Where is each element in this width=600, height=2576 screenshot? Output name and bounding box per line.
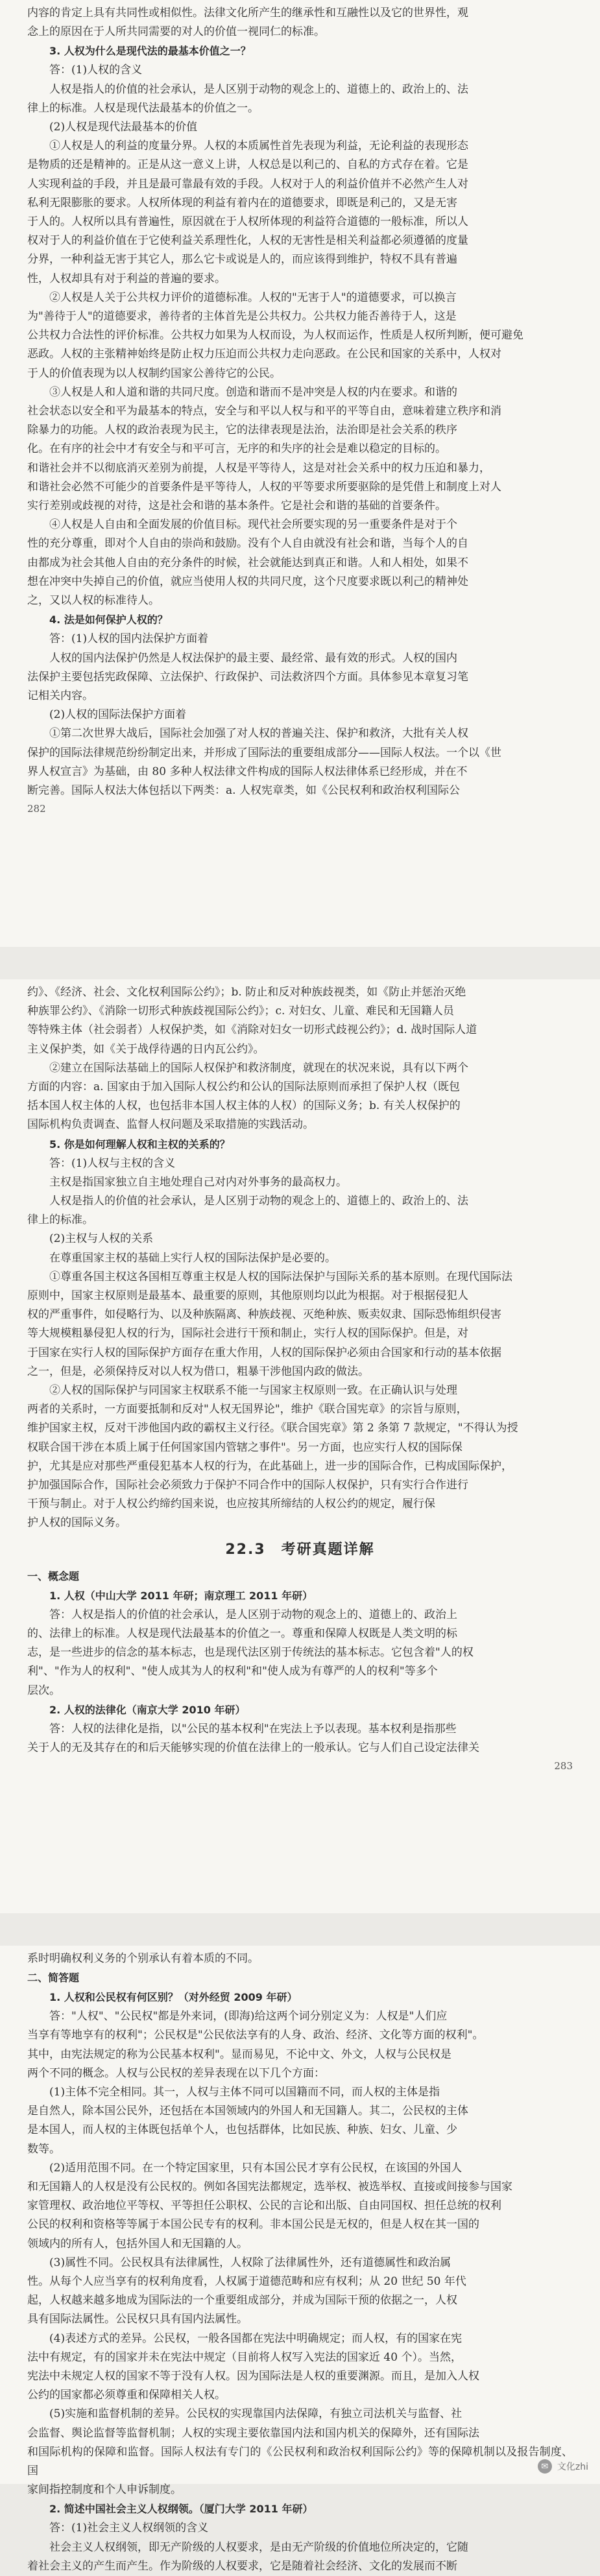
text-line: 是物质的还是精神的。正是从这一意义上讲，人权总是以利己的、自私的方式存在着。它是 [27,158,468,172]
question-heading: 4. 法是如何保护人权的？ [49,614,168,626]
text-line: 护，尤其是应对那些严重侵犯基本人权的行为，在此基础上，进一步的国际合作，已构成国际保护， [27,1459,512,1473]
text-line: 括本国人权主体的人权，也包括非本国人权主体的人权）的国际义务；b. 有关人权保护的 [27,1099,461,1113]
text-line: 层次。 [27,1684,60,1697]
text-line: 国际机构负责调查、监督人权问题及采取措施的实践活动。 [27,1118,314,1132]
text-line: (5)实施和监督机制的差异。公民权的实现靠国内法保障，有独立司法机关与监督、社 [49,2407,462,2421]
text-line: 和谐社会并不以彻底消灭差别为前提，人权是平等待人，这是对社会关系中的权力压迫和暴力， [27,461,490,475]
text-line: 于国家在实行人权的国际保护方面存在重大作用，人权的国际保护必须由合国家和行动的基本依据 [27,1346,501,1359]
question-heading: 一、概念题 [27,1569,80,1582]
text-line: (4)表述方式的差异。公民权，一般各国都在宪法中明确规定；而人权，有的国家在宪 [49,2332,462,2345]
text-line: 于人的价值表现为以人权制约国家公善待它的公民。 [27,366,281,380]
text-line: (2)人权的国际法保护方面着 [49,708,187,722]
text-line: 主义保护类，如《关于战俘待遇的日内瓦公约》。 [27,1042,265,1056]
text-line: 干预与制止。对于人权公约缔约国来说，也应按其所缔结的人权公约的规定，履行保 [27,1497,435,1511]
text-line: (2)主权与人权的关系 [49,1232,154,1246]
text-line: 主权是指国家独立自主地处理自己对内对外事务的最高权力。 [49,1175,347,1189]
text-line: 分界，一种利益无害于其它人，那么它卡或说是人的，而应该得到维护，特权不具有普遍 [27,253,457,267]
text-line: ②人权的国际保护与同国家主权联系不能一与国家主权原则一致。在正确认识与处理 [49,1384,457,1398]
text-line: 人权是指人的价值的社会承认，是人区别于动物的观念上的、道德上的、政治上的、法 [49,82,468,96]
text-line: 记相关内容。 [27,689,93,702]
question-heading: 2. 简述中国社会主义人权纲领。（厦门大学 2011 年研） [49,2503,313,2516]
text-line: 利"、"作为人的权利"、"使人成其为人的权利"和"使人成为有尊严的人的权利"等多个 [27,1665,438,1678]
text-line: 护加强国际合作，国际社会必须致力于保护不同合作中的国际人权保护，只有实行合作进行 [27,1479,468,1492]
text-line: 断完善。国际人权法大体包括以下两类：a. 人权宪章类，如《公民权利和政治权利国际公 [27,783,460,797]
text-line: ②人权是人关于公共权力评价的道德标准。人权的"无害于人"的道德要求，可以换言 [49,291,457,304]
text-line: 在尊重国家主权的基础上实行人权的国际法保护是必要的。 [49,1251,336,1265]
question-heading: 2. 人权的法律化（南京大学 2010 年研） [49,1703,246,1716]
text-line: 律上的标准。 [27,1213,93,1227]
text-line: 法中有规定，有的国家并未在宪法中规定（目前将人权写入宪法的国家近 40 个）。当然， [27,2350,462,2364]
text-line: ④人权是人自由和全面发展的价值目标。现代社会所要实现的另一重要条件是对于个 [49,518,457,532]
text-line: 界人权宣言》为基础，由 80 多种人权法律文件构成的国际人权法律体系已经形成，并在不 [27,765,468,778]
section-title: 22.3 考研真题详解 [225,1541,375,1558]
text-line: 性。从每个人应当享有的权利角度看，人权属于道德范畴和应有权利；从 20 世纪 50 年代 [27,2275,466,2289]
book-page-284 [0,1946,600,2573]
text-line: 等大规模粗暴侵犯人权的行为，国际社会进行干预和制止，实行人权的国际保护。但是，对 [27,1327,468,1341]
text-line: 宪法中未规定人权的国家不等于没有人权。因为国际法是人权的重要渊源。而且，是加入人权 [27,2370,479,2383]
text-line: 原则中，国家主权原则是最基本、最重要的原则，其他原则均以此为根据。对于根据侵犯人 [27,1289,468,1303]
text-line: 和无国籍人的人权是没有公民权的。例如各国宪法都规定，选举权、被选举权、直接或间接参与国家 [27,2180,512,2194]
text-line: 其中，由宪法规定的称为公民基本权利"。显而易见，不论中文、外文，人权与公民权是 [27,2047,451,2061]
wechat-icon: ✉ [538,2459,552,2474]
text-line: 系时明确权利义务的个别承认有着本质的不同。 [27,1952,259,1965]
text-line: 人实现利益的手段，并且是最可靠最有效的手段。人权对于人的利益价值并不必然产生人对 [27,177,468,191]
text-line: 答："人权"、"公民权"都是外来词，(即海)给这两个词分别定义为：人权是"人们应 [49,2010,448,2023]
question-heading: 二、简答题 [27,1972,80,1985]
text-line: 领域内的所有人，包括外国人和无国籍的人。 [27,2237,248,2250]
text-line: 家间指控制度和个人申诉制度。 [27,2483,182,2497]
question-heading: 5. 你是如何理解人权和主权的关系的？ [49,1138,230,1151]
text-line: 公民的权利和资格等等属于本国公民专有的权利。非本国公民是无权的，但是人权在其一国的 [27,2218,479,2232]
text-line: 数等。 [27,2142,60,2156]
text-line: 答：人权的法律化是指，以"公民的基本权利"在宪法上予以表现。基本权利是指那些 [49,1722,457,1735]
text-line: 除暴力的功能。人权的政治表现为民主，它的法律表现是法治，法治即是社会关系的秩序 [27,423,457,437]
text-line: 当享有等地享有的权利"；公民权是"公民依法享有的人身、政治、经济、文化等方面的权利"。 [27,2029,484,2042]
text-line: 公约的国家都必须尊重和保障相关人权。 [27,2389,226,2402]
book-page-283 [0,979,600,1913]
text-line: 是自然人，除本国公民外，还包括在本国领域内的外国人和无国籍人。其二，公民权的主体 [27,2105,468,2118]
page-283-text-bottom [27,1567,573,1758]
text-line: 人权的国内法保护仍然是人权法保护的最主要、最经常、最有效的形式。人权的国内 [49,651,457,665]
text-line: ①人权是人的利益的度量分界。人权的本质属性首先表现为利益，无论利益的表现形态 [49,139,468,153]
text-line: ③人权是人和人道和谐的共同尺度。创造和谐而不是冲突是人权的内在要求。和谐的 [49,385,457,399]
text-line: 具有国际法属性。公民权只具有国内法属性。 [27,2313,248,2326]
page-283-text-top [27,983,573,1533]
watermark-text: 文化zhi [557,2462,588,2472]
page-number: 283 [554,1760,573,1772]
text-line: 权的严重事件，如侵略行为、以及种族隔离、种族歧视、灭绝种族、贩卖奴隶、国际恐怖组织侵害 [27,1308,501,1322]
text-line: 由都成为社会其他人自由的充分条件的时候，社会就能达到真正和谐。人和人相处，如果不 [27,556,468,569]
text-line: (2)人权是现代法最基本的价值 [49,121,198,134]
text-line: (2)适用范围不同。在一个特定国家里，只有本国公民才享有公民权，在该国的外国人 [49,2161,462,2175]
text-line: 人权是指人的价值的社会承认，是人区别于动物的观念上的、道德上的、政治上的、法 [49,1195,468,1208]
text-line: 会监督、舆论监督等监督机制；人权的实现主要依靠国内法和国内机关的保障外，还有国际法 [27,2426,479,2440]
text-line: 答：(1)人权的国内法保护方面着 [49,632,209,646]
text-line: 性的充分尊重，即对个人自由的崇尚和鼓励。没有个人自由就没有社会和谐，当每个人的自 [27,537,468,551]
text-line: 于人的。人权所以具有普遍性，原因就在于人权所体现的利益符合道德的一般标准，所以人 [27,215,468,229]
text-line: 答：(1)人权的含义 [49,64,143,77]
text-line: ①第二次世界大战后，国际社会加强了对人权的普遍关注、保护和救济，大批有关人权 [49,727,468,741]
text-line: 维护国家主权，反对干涉他国内政的霸权主义行径。《联合国宪章》第 2 条第 7 款规定，"不得认为授 [27,1422,518,1435]
text-line: 和谐社会必然不可能少的首要条件是平等待人，人权的平等要求所要驱除的是凭借上和制度上对人 [27,480,501,494]
text-line: 等特殊主体（社会弱者）人权保护类，如《消除对妇女一切形式歧视公约》；d. 战时国际人道 [27,1023,477,1037]
text-line: 和国际机构的保障和监督。国际人权法有专门的《公民权利和政治权利国际公约》等的保障机制以及报告制度、国 [27,2445,573,2478]
text-line: ②建立在国际法基础上的国际人权保护和救济制度，就现在的状况来说，具有以下两个 [49,1061,468,1075]
text-line: ①尊重各国主权这各国相互尊重主权是人权的国际法保护与国际关系的基本原则。在现代国际法 [49,1270,512,1283]
text-line: 法保护主要包括宪政保障、立法保护、行政保护、司法救济四个方面。具体参见本章复习笔 [27,670,468,684]
text-line: 化。在有序的社会中才有安全与和平可言，无序的和失序的社会是难以稳定的目标的。 [27,442,446,456]
question-heading: 1. 人权和公民权有何区别？（对外经贸 2009 年研） [49,1991,298,2004]
text-line: 是本国人，而人权的主体既包括单个人，也包括群体，比如民族、种族、妇女、儿童、少 [27,2123,457,2137]
text-line: 着社会主义的产生而产生。作为阶级的人权要求，它是随着社会经济、文化的发展而不断 [27,2559,457,2573]
text-line: 内容的肯定上具有共同性或相似性。法律文化所产生的继承性和互融性以及它的世界性，观 [27,6,468,19]
text-line: 之一，但是，必须保持反对以人权为借口，粗暴干涉他国内政的做法。 [27,1365,369,1378]
text-line: 关于人的无及其存在的和后天能够实现的价值在法律上的一般承认。它与人们自己设定法律关 [27,1741,479,1754]
text-line: 律上的标准。人权是现代法最基本的价值之一。 [27,101,259,115]
text-line: 性，人权却具有对于利益的普遍的要求。 [27,272,226,285]
text-line: 方面的内容：a. 国家由于加入国际人权公约和公认的国际法原则而承担了保护人权（既包 [27,1080,460,1094]
question-heading: 3. 人权为什么是现代法的最基本价值之一？ [49,45,251,58]
text-line: 权联合国干涉在本质上属于任何国家国内管辖之事件"。另一方面，也应实行人权的国际保 [27,1440,462,1454]
text-line: 为"善待于人"的道德要求，善待者的主体首先是公共权力。公共权力能否善待于人，这是 [27,310,457,324]
text-line: 实行差别或歧视的对待，这是社会和谐的基本条件。它是社会和谐的基础的首要条件。 [27,499,446,513]
text-line: 想在冲突中失掉自己的价值，就应当使用人权的共同尺度，这个尺度要求既以利己的精神处 [27,575,468,588]
text-line: 公共权力合法性的评价标准。公共权力如果为人权而设，为人权而运作，性质是人权所判断，便可避免 [27,329,523,342]
text-line: 起，人权越来越多地成为国际法的一个重要组成部分，并成为国际干预的依据之一，人权 [27,2294,457,2308]
text-line: 答：(1)人权与主权的含义 [49,1156,176,1170]
page-282-text [27,4,573,800]
question-heading: 1. 人权（中山大学 2011 年研；南京理工 2011 年研） [49,1589,313,1602]
text-line: 两个不同的概念。人权与公民权的差异表现在以下几个方面： [27,2066,325,2080]
text-line: 私利无限膨胀的要求。人权所体现的利益有着内在的道德要求，即既是利己的，又是无害 [27,196,457,209]
text-line: 社会主义人权纲领，即无产阶级的人权要求，是由无产阶级的价值地位所决定的，它随 [49,2540,468,2554]
text-line: 种族罪公约》、《消除一切形式种族歧视国际公约》；c. 对妇女、儿童、难民和无国籍人员 [27,1005,454,1018]
text-line: 答：(1)社会主义人权纲领的含义 [49,2522,209,2535]
text-line: 的、法律上的标准。人权是现代法最基本的价值之一。尊重和保障人权既是人类文明的标 [27,1627,457,1640]
book-page-282 [0,0,600,947]
text-line: 之，又以人权的标准待人。 [27,594,160,608]
text-line: 约》、《经济、社会、文化权利国际公约》；b. 防止和反对种族歧视类，如《防止并惩治灭绝 [27,986,466,999]
watermark [538,2459,588,2474]
text-line: (3)属性不同。公民权具有法律属性，人权除了法律属性外，还有道德属性和政治属 [49,2256,451,2269]
text-line: (1)主体不完全相同。其一，人权与主体不同可以国籍而不同，而人权的主体是指 [49,2086,440,2099]
page-284-text [27,1950,573,2576]
page-number: 282 [27,803,46,815]
text-line: 恶政。人权的主张精神始终是防止权力压迫而公共权力走向恶政。在公民和国家的关系中，人权对 [27,348,501,361]
text-line: 念上的原因在于人所共同需要的对人的价值一视同仁的标准。 [27,25,325,39]
text-line: 保护的国际法律规范纷纷制定出来，并形成了国际法的重要组成部分——国际人权法。一个以《世 [27,746,501,759]
text-line: 权对于人的利益价值在于它使利益关系理性化，人权的无害性是相关利益都必须遵循的度量 [27,234,468,248]
text-line: 护人权的国际义务。 [27,1516,126,1530]
text-line: 答：人权是指人的价值的社会承认，是人区别于动物的观念上的、道德上的、政治上 [49,1608,457,1621]
text-line: 志，是一些进步的信念的基本标志，也是现代法区别于传统法的基本标志。它包含着"人的权 [27,1646,474,1660]
text-line: 社会状态以安全和平为最基本的特点，安全与和平以人权与和平的平等自由，意味着建立秩序和消 [27,405,501,418]
text-line: 两者的关系时，一方面要抵制和反对"人权无国界论"，维护《联合国宪章》的宗旨与原则， [27,1403,468,1416]
text-line: 家管理权、政治地位平等权、平等担任公职权、公民的言论和出版、自由同国权、担任总统的权利 [27,2199,501,2213]
